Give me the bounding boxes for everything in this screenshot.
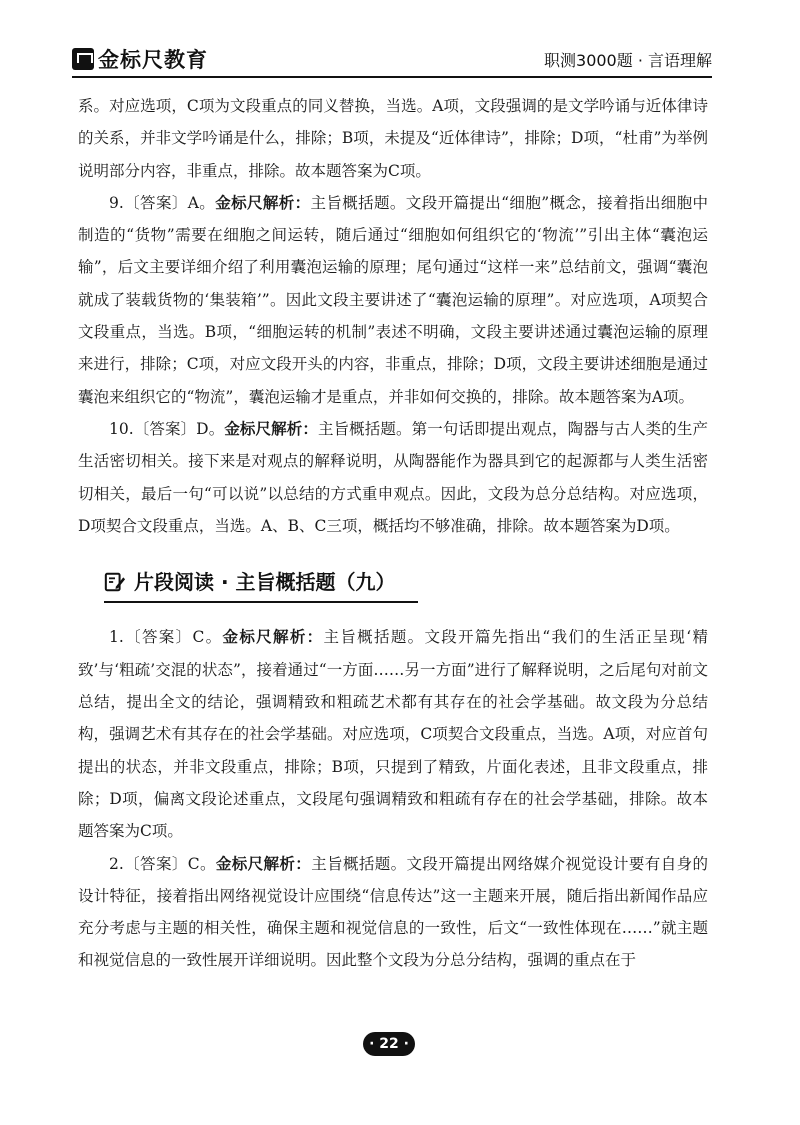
answer-2 (78, 848, 708, 977)
brand-name: 金标尺教育 (98, 48, 208, 72)
analysis-label: 金标尺解析： (224, 419, 318, 438)
edit-note-icon (104, 571, 126, 593)
answer-prefix: 1.〔答案〕C。 (109, 628, 223, 647)
analysis-label: 金标尺解析： (215, 193, 311, 212)
brand-logo-icon (72, 48, 94, 70)
section-title: 片段阅读 · 主旨概括题（九） (134, 570, 396, 595)
answer-text: 主旨概括题。文段开篇提出“细胞”概念，接着指出细胞中制造的“货物”需要在细胞之间运转，随后通过“细胞如何组织它的‘物流’”引出主体“囊泡运输”，后文主要详细介绍了利用囊泡运输的原理；尾句通过“这样一来”总结前文，强调“囊泡就成了装载货物的‘集装箱’”。因此文段主要讲述了“囊泡运输的原理”。对应选项，A项契合文段重点，当选。B项，“细胞运转的机制”表述不明确，文段主要讲述通过囊泡运输的原理来进行，排除；C项，对应文段开头的内容，非重点，排除；D项，文段主要讲述细胞是通过囊泡来组织它的“物流”，囊泡运输才是重点，并非如何交换的，排除。故本题答案为A项。 (78, 193, 708, 406)
analysis-label: 金标尺解析： (215, 854, 312, 873)
brand (72, 44, 208, 74)
book-subtitle: 职测3000题 · 言语理解 (544, 51, 712, 70)
answer-prefix: 2.〔答案〕C。 (109, 854, 216, 873)
answer-9 (78, 187, 708, 413)
page-content (78, 90, 708, 977)
answer-prefix: 10.〔答案〕D。 (109, 419, 225, 438)
answer-text: 主旨概括题。第一句话即提出观点，陶器与古人类的生产生活密切相关。接下来是对观点的解释说明，从陶器能作为器具到它的起源都与人类生活密切相关，最后一句“可以说”以总结的方式重申观点。因此，文段为总分总结构。对应选项，D项契合文段重点，当选。A、B、C三项，概括均不够准确，排除。故本题答案为D项。 (78, 419, 708, 535)
section-heading-inner (104, 566, 418, 603)
analysis-label: 金标尺解析： (222, 628, 324, 647)
answer-prefix: 9.〔答案〕A。 (109, 193, 216, 212)
page-header (72, 40, 712, 78)
answer-1 (78, 621, 708, 847)
continued-paragraph: 系。对应选项，C项为文段重点的同义替换，当选。A项，文段强调的是文学吟诵与近体律诗的关系，并非文学吟诵是什么，排除；B项，未提及“近体律诗”，排除；D项，“杜甫”为举例说明部分内容，非重点，排除。故本题答案为C项。 (78, 97, 708, 180)
answer-text: 主旨概括题。文段开篇提出网络媒介视觉设计要有自身的设计特征，接着指出网络视觉设计应围绕“信息传达”这一主题来开展，随后指出新闻作品应充分考虑与主题的相关性，确保主题和视觉信息的一致性，后文“一致性体现在……”就主题和视觉信息的一致性展开详细说明。因此整个文段为分总分结构，强调的重点在于 (78, 854, 708, 970)
section-heading (104, 566, 708, 603)
answer-text: 主旨概括题。文段开篇先指出“我们的生活正呈现‘精致’与‘粗疏’交混的状态”，接着通过“一方面……另一方面”进行了解释说明，之后尾句对前文总结，提出全文的结论，强调精致和粗疏艺术都有其存在的社会学基础。故文段为分总结构，强调艺术有其存在的社会学基础。对应选项，C项契合文段重点，当选。A项，对应首句提出的状态，并非文段重点，排除；B项，只提到了精致，片面化表述，且非文段重点，排除；D项，偏离文段论述重点，文段尾句强调精致和粗疏有存在的社会学基础，排除。故本题答案为C项。 (78, 628, 708, 841)
answer-10 (78, 413, 708, 542)
page-number: · 22 · (363, 1032, 415, 1056)
